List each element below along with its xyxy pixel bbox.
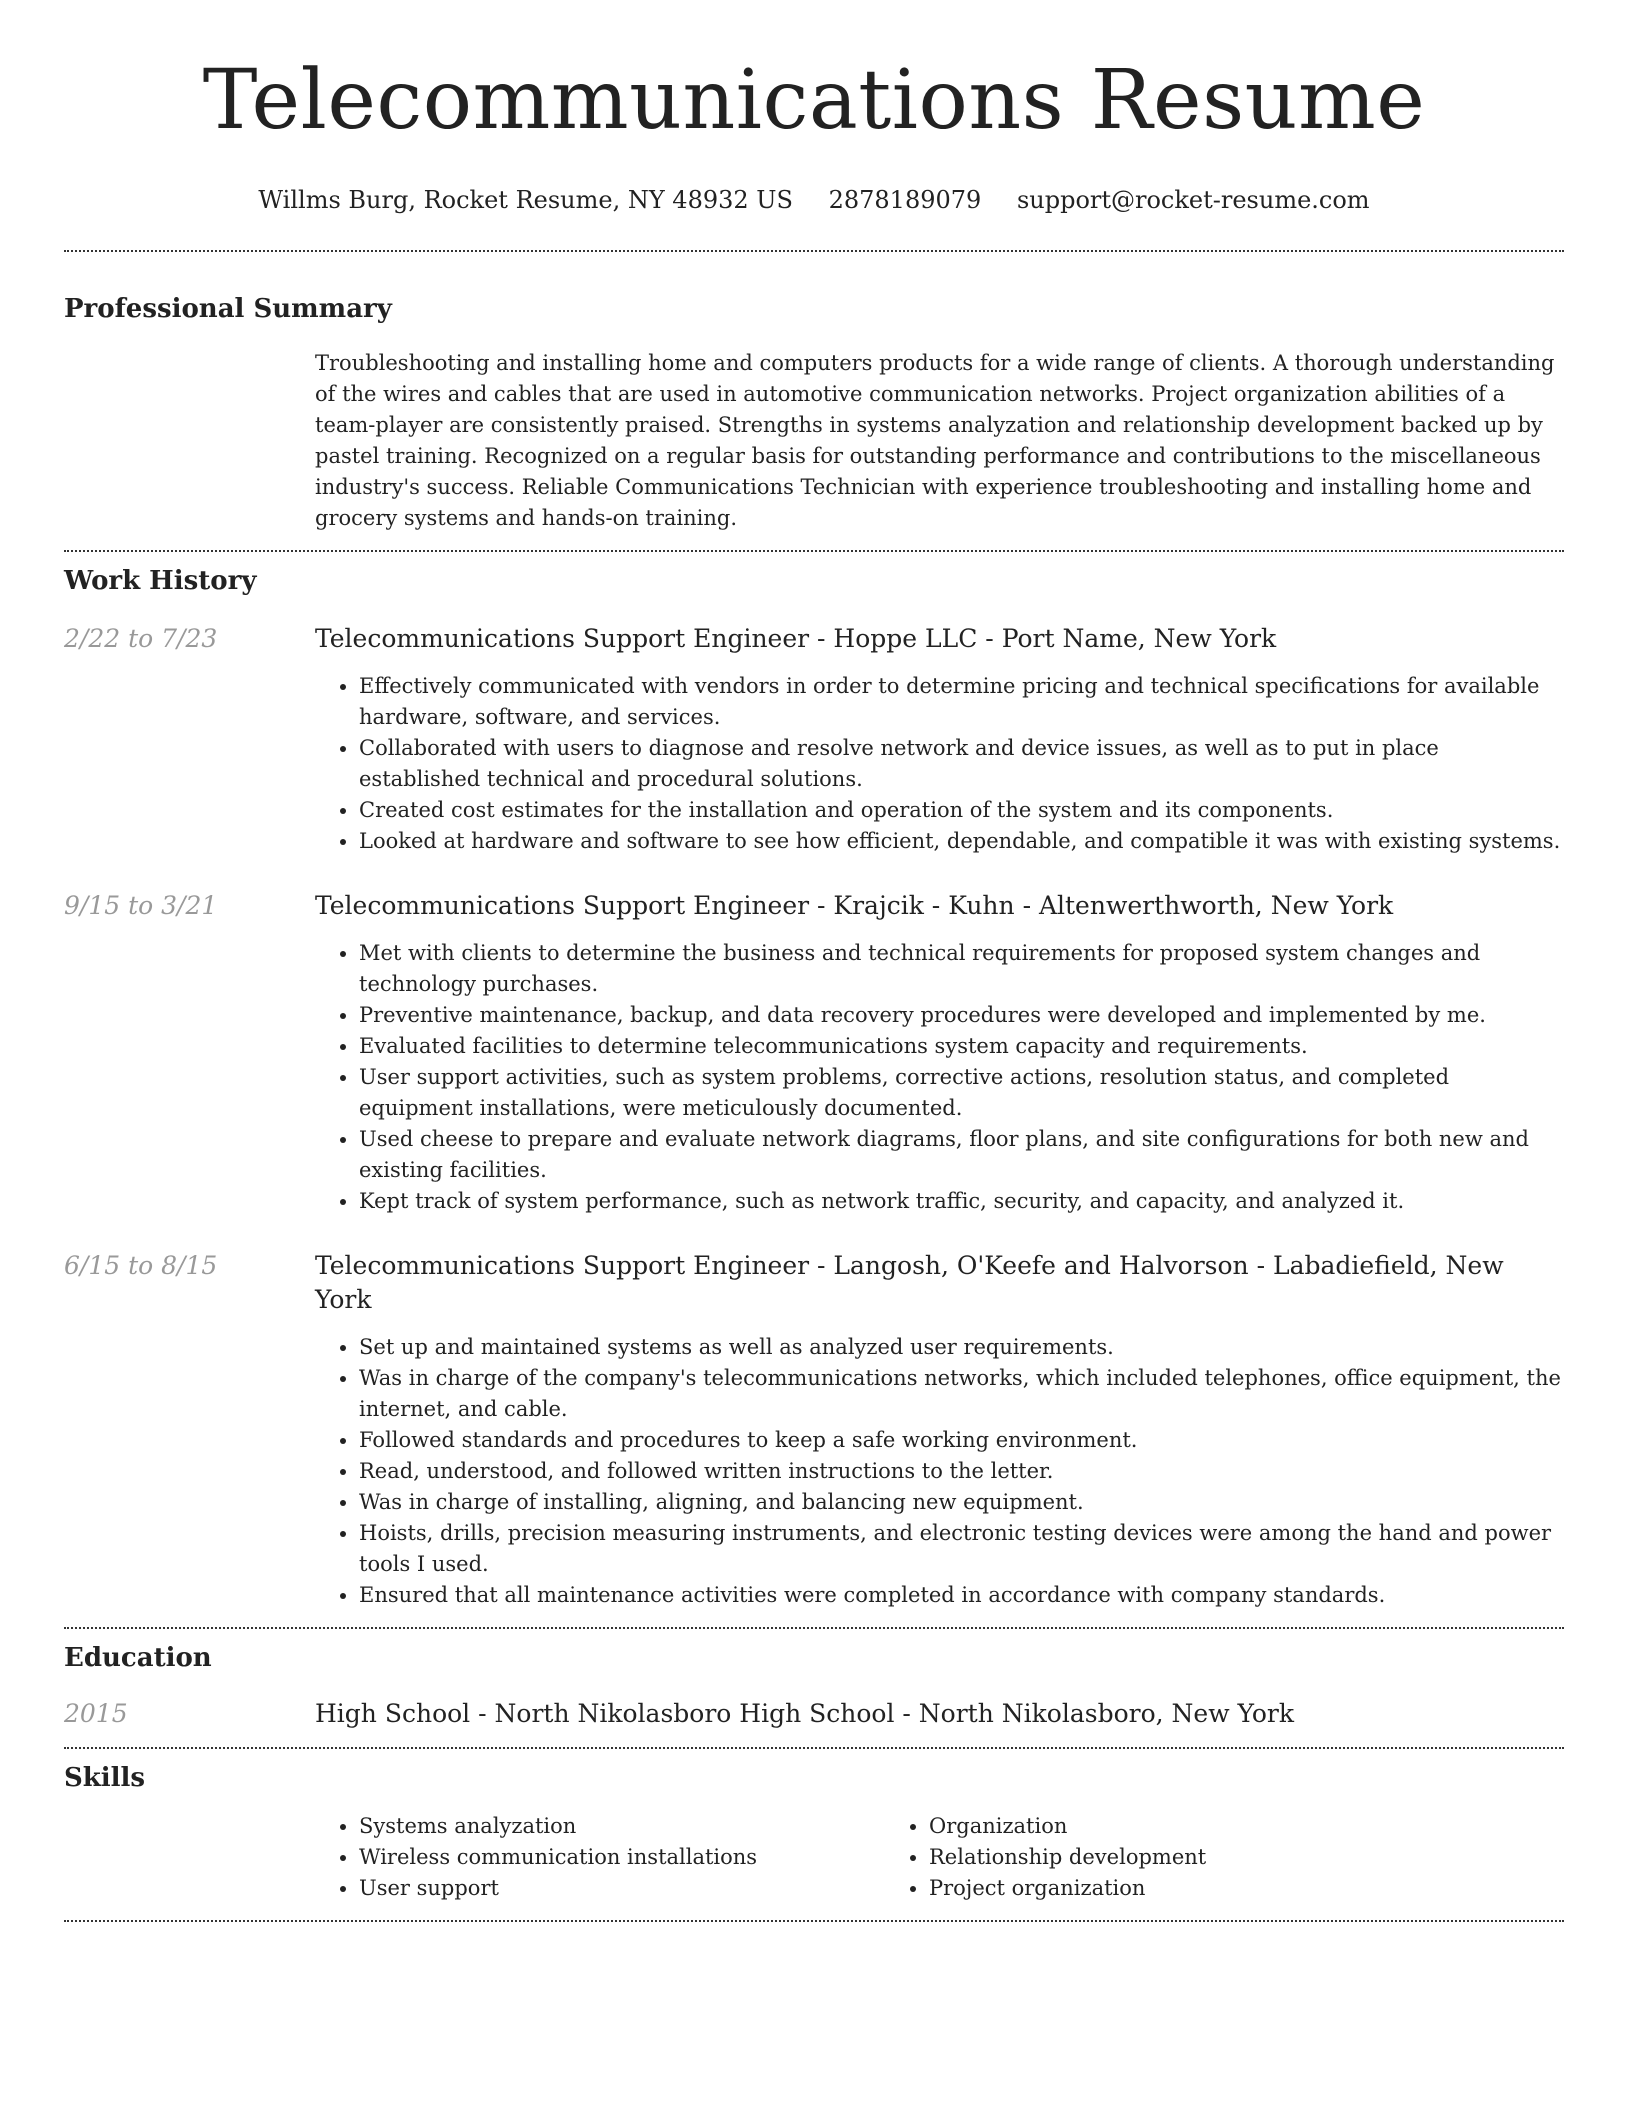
work-entry-body bbox=[315, 1249, 1564, 1611]
skill-item: • Wireless communication installations bbox=[359, 1842, 885, 1873]
bullet-item: • Preventive maintenance, backup, and data recovery procedures were developed and implemented by me. bbox=[359, 1000, 1564, 1031]
education-entry bbox=[64, 1697, 1564, 1731]
bullet-item: • Effectively communicated with vendors in order to determine pricing and technical specifications for available hardware, software, and services. bbox=[359, 671, 1564, 733]
work-entry-heading: Telecommunications Support Engineer - Langosh, O'Keefe and Halvorson - Labadiefield, New York bbox=[315, 1251, 1504, 1314]
skills-column-left bbox=[315, 1811, 885, 1904]
work-entry-bullets bbox=[315, 671, 1564, 857]
contact-phone: 2878189079 bbox=[828, 186, 982, 214]
divider bbox=[64, 1920, 1564, 1922]
divider bbox=[64, 1747, 1564, 1749]
education-entry-body bbox=[315, 1697, 1564, 1731]
bullet-item: • Ensured that all maintenance activities were completed in accordance with company standards. bbox=[359, 1580, 1564, 1611]
work-entry-heading: Telecommunications Support Engineer - Hoppe LLC - Port Name, New York bbox=[315, 624, 1277, 653]
bullet-item: • Read, understood, and followed written instructions to the letter. bbox=[359, 1456, 1564, 1487]
work-entry bbox=[64, 622, 1564, 857]
bullet-item: • Collaborated with users to diagnose and resolve network and device issues, as well as to put in place established technical and procedural solutions. bbox=[359, 733, 1564, 795]
skill-item: • User support bbox=[359, 1873, 885, 1904]
bullet-item: • Hoists, drills, precision measuring instruments, and electronic testing devices were among the hand and power tools I used. bbox=[359, 1518, 1564, 1580]
summary-text: Troubleshooting and installing home and computers products for a wide range of clients. A thorough understanding of the wires and cables that are used in automotive communication networks. Project organization abilities of a team-player are consistently praised. Strengths in systems analyzation and relationship development backed up by pastel training. Recognized on a regular basis for outstanding performance and contributions to the miscellaneous industry's success. Reliable Communications Technician with experience troubleshooting and installing home and grocery systems and hands-on training. bbox=[315, 351, 1555, 530]
work-entry-date: 6/15 to 8/15 bbox=[64, 1251, 218, 1280]
work-entry-bullets bbox=[315, 938, 1564, 1217]
bullet-item: • Followed standards and procedures to keep a safe working environment. bbox=[359, 1425, 1564, 1456]
divider bbox=[64, 250, 1564, 252]
skill-item: • Project organization bbox=[929, 1873, 1206, 1904]
work-entry-body bbox=[315, 622, 1564, 857]
contact-email: support@rocket-resume.com bbox=[1016, 186, 1370, 214]
divider bbox=[64, 1627, 1564, 1629]
bullet-item: • Was in charge of the company's telecommunications networks, which included telephones, office equipment, the internet, and cable. bbox=[359, 1363, 1564, 1425]
skill-item: • Systems analyzation bbox=[359, 1811, 885, 1842]
bullet-item: • Kept track of system performance, such as network traffic, security, and capacity, and analyzed it. bbox=[359, 1186, 1564, 1217]
bullet-item: • Set up and maintained systems as well as analyzed user requirements. bbox=[359, 1332, 1564, 1363]
section-title-summary: Professional Summary bbox=[64, 294, 392, 324]
resume-title: Telecommunications Resume bbox=[202, 53, 1426, 148]
skill-item: • Organization bbox=[929, 1811, 1206, 1842]
bullet-item: • User support activities, such as system problems, corrective actions, resolution status, and completed equipment installations, were meticulously documented. bbox=[359, 1062, 1564, 1124]
bullet-item: • Looked at hardware and software to see how efficient, dependable, and compatible it was with existing systems. bbox=[359, 826, 1564, 857]
skills-column-right bbox=[885, 1811, 1206, 1904]
contact-line bbox=[64, 184, 1564, 216]
work-entry-date: 2/22 to 7/23 bbox=[64, 624, 218, 653]
bullet-item: • Was in charge of installing, aligning, and balancing new equipment. bbox=[359, 1487, 1564, 1518]
work-entry bbox=[64, 1249, 1564, 1611]
education-entry-heading: High School - North Nikolasboro High School - North Nikolasboro, New York bbox=[315, 1699, 1295, 1728]
bullet-item: • Met with clients to determine the business and technical requirements for proposed system changes and technology purchases. bbox=[359, 938, 1564, 1000]
work-entry-date: 9/15 to 3/21 bbox=[64, 891, 218, 920]
skill-item: • Relationship development bbox=[929, 1842, 1206, 1873]
bullet-item: • Used cheese to prepare and evaluate network diagrams, floor plans, and site configurations for both new and existing facilities. bbox=[359, 1124, 1564, 1186]
work-entry-heading: Telecommunications Support Engineer - Krajcik - Kuhn - Altenwerthworth, New York bbox=[315, 891, 1394, 920]
contact-address: Willms Burg, Rocket Resume, NY 48932 US bbox=[258, 186, 793, 214]
skills-list bbox=[315, 1811, 1564, 1904]
bullet-item: • Evaluated facilities to determine telecommunications system capacity and requirements. bbox=[359, 1031, 1564, 1062]
bullet-item: • Created cost estimates for the installation and operation of the system and its components. bbox=[359, 795, 1564, 826]
work-entry-body bbox=[315, 889, 1564, 1217]
section-title-skills: Skills bbox=[64, 1763, 146, 1793]
section-title-education: Education bbox=[64, 1643, 212, 1673]
divider bbox=[64, 550, 1564, 552]
work-entry-bullets bbox=[315, 1332, 1564, 1611]
work-entry bbox=[64, 889, 1564, 1217]
section-title-work-history: Work History bbox=[64, 566, 257, 596]
education-entry-date: 2015 bbox=[64, 1699, 128, 1728]
